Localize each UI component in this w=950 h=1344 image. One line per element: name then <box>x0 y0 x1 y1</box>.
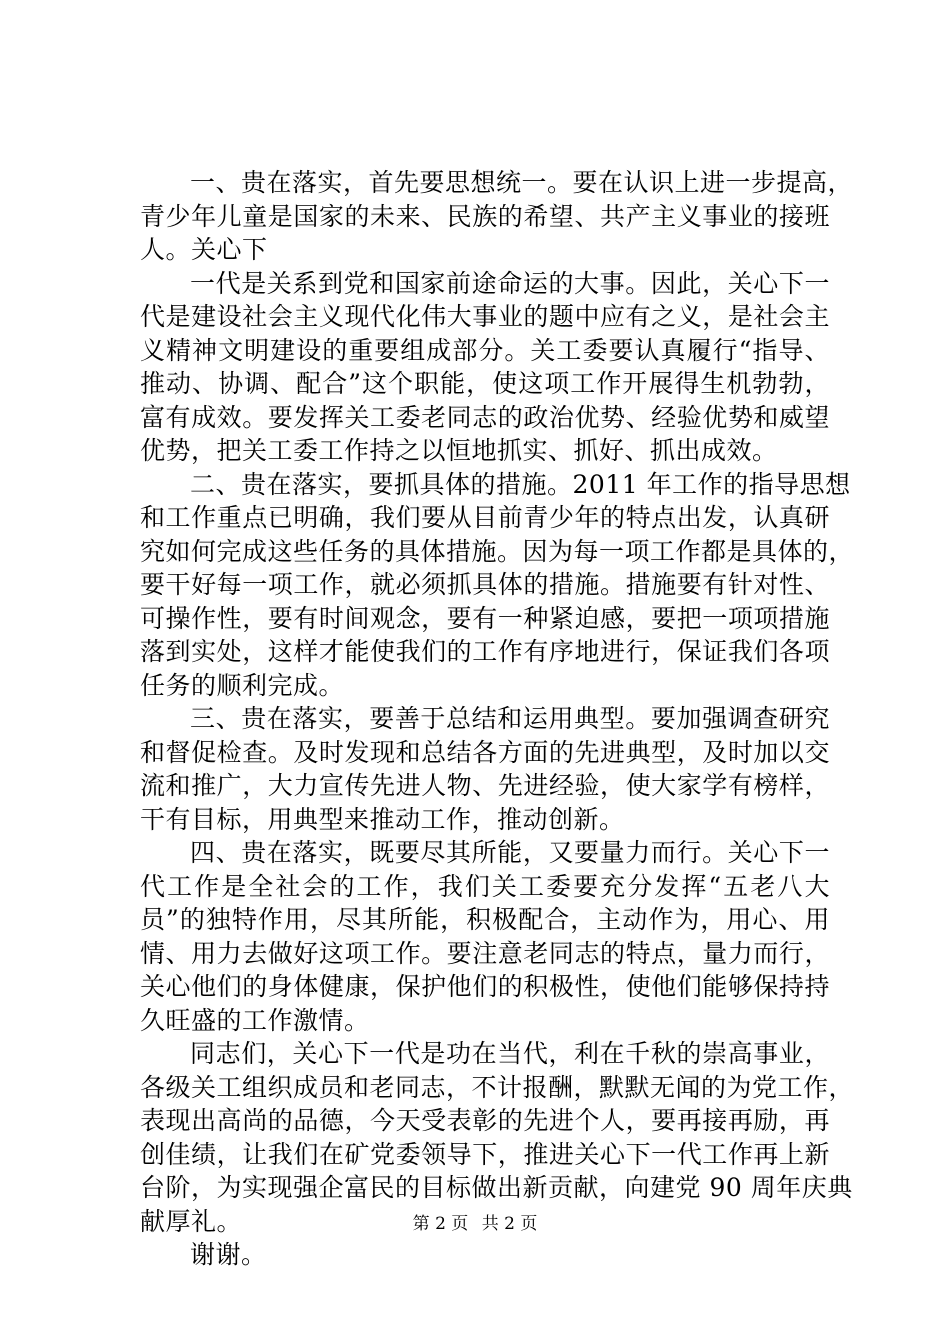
text-line: 可操作性，要有时间观念，要有一种紧迫感，要把一项项措施 <box>140 603 830 633</box>
text-line: 究如何完成这些任务的具体措施。因为每一项工作都是具体的， <box>140 536 855 566</box>
text-line: 台阶，为实现强企富民的目标做出新贡献，向建党 90 周年庆典 <box>140 1173 853 1202</box>
text-line: 二、贵在落实，要抓具体的措施。2011 年工作的指导思想 <box>190 469 851 499</box>
text-line: 和督促检查。及时发现和总结各方面的先进典型，及时加以交 <box>140 737 830 767</box>
text-line: 谢谢。 <box>190 1240 267 1269</box>
text-line: 代是建设社会主义现代化伟大事业的题中应有之义，是社会主 <box>140 302 830 331</box>
text-line: 要干好每一项工作，就必须抓具体的措施。措施要有针对性、 <box>140 570 830 599</box>
text-line: 同志们，关心下一代是功在当代，利在千秋的崇高事业， <box>190 1039 830 1068</box>
text-line: 人。关心下 <box>140 235 268 264</box>
page-footer <box>0 1212 950 1236</box>
text-line: 创佳绩，让我们在矿党委领导下，推进关心下一代工作再上新 <box>140 1139 830 1169</box>
text-line: 表现出高尚的品德，今天受表彰的先进个人，要再接再励，再 <box>140 1106 830 1135</box>
text-line: 一代是关系到党和国家前途命运的大事。因此，关心下一 <box>190 268 830 298</box>
page-total: 共 2 页 <box>481 1214 538 1234</box>
text-line: 关心他们的身体健康，保护他们的积极性，使他们能够保持持 <box>140 972 830 1001</box>
text-line: 富有成效。要发挥关工委老同志的政治优势、经验优势和威望 <box>140 402 830 432</box>
text-line: 推动、协调、配合”这个职能，使这项工作开展得生机勃勃， <box>140 369 830 398</box>
page-number: 第 2 页 <box>412 1214 469 1234</box>
text-line: 三、贵在落实，要善于总结和运用典型。要加强调查研究 <box>190 704 830 733</box>
text-line: 久旺盛的工作激情。 <box>140 1005 370 1035</box>
text-line: 任务的顺利完成。 <box>140 670 345 700</box>
text-line: 一、贵在落实，首先要思想统一。要在认识上进一步提高， <box>190 168 854 197</box>
document-body <box>140 166 855 1272</box>
text-line: 义精神文明建设的重要组成部分。关工委要认真履行“指导、 <box>140 335 830 365</box>
text-line: 各级关工组织成员和老同志，不计报酬，默默无闻的为党工作， <box>140 1072 855 1102</box>
text-line: 四、贵在落实，既要尽其所能，又要量力而行。关心下一 <box>190 838 830 867</box>
text-line: 和工作重点已明确，我们要从目前青少年的特点出发，认真研 <box>140 503 830 532</box>
text-line: 流和推广，大力宣传先进人物、先进经验，使大家学有榜样， <box>140 771 830 800</box>
text-line: 青少年儿童是国家的未来、民族的希望、共产主义事业的接班 <box>140 201 830 231</box>
text-line: 落到实处，这样才能使我们的工作有序地进行，保证我们各项 <box>140 637 830 666</box>
text-line: 代工作是全社会的工作，我们关工委要充分发挥“五老八大 <box>140 871 830 901</box>
text-line: 干有目标，用典型来推动工作，推动创新。 <box>140 804 625 834</box>
text-line: 献厚礼。 <box>140 1206 243 1236</box>
text-line: 员”的独特作用，尽其所能，积极配合，主动作为，用心、用 <box>140 905 830 934</box>
text-line: 情、用力去做好这项工作。要注意老同志的特点，量力而行， <box>140 938 830 968</box>
text-line: 优势，把关工委工作持之以恒地抓实、抓好、抓出成效。 <box>140 436 778 465</box>
